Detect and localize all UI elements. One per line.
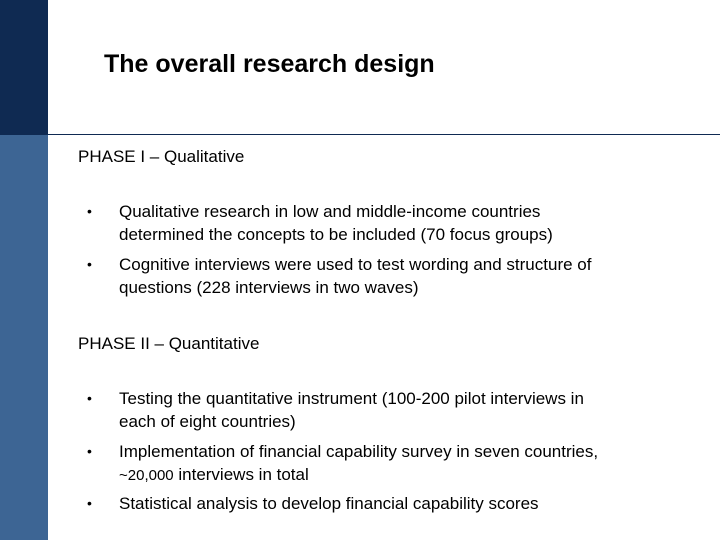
phase-1-heading: PHASE I – Qualitative — [78, 147, 245, 166]
bullet-line — [119, 463, 709, 487]
phase-2-bullet-1 — [119, 387, 709, 433]
bullet-line-rest: interviews in total — [173, 465, 309, 484]
bullet-line-prefix: ~20,000 — [119, 467, 174, 484]
phase-1-bullet-1 — [119, 200, 709, 246]
slide-title: The overall research design — [104, 50, 435, 78]
bullet-marker: • — [87, 390, 92, 406]
bullet-line: Implementation of financial capability survey in seven countries, — [119, 442, 599, 461]
left-accent-bar-light — [0, 135, 48, 540]
bullet-line: Cognitive interviews were used to test wording and structure of — [119, 255, 592, 274]
bullet-marker: • — [87, 203, 92, 219]
phase-2-bullet-2 — [119, 440, 709, 487]
phase-2-heading: PHASE II – Quantitative — [78, 334, 260, 353]
phase-1-bullet-2 — [119, 253, 709, 299]
bullet-line: Statistical analysis to develop financial capability scores — [119, 494, 539, 513]
phase-2-bullet-3 — [119, 492, 709, 515]
title-divider-line — [48, 134, 720, 135]
bullet-marker: • — [87, 443, 92, 459]
bullet-marker: • — [87, 495, 92, 511]
bullet-line: Qualitative research in low and middle-income countries — [119, 202, 541, 221]
bullet-line: determined the concepts to be included (70 focus groups) — [119, 225, 553, 244]
bullet-line: questions (228 interviews in two waves) — [119, 278, 419, 297]
bullet-line: each of eight countries) — [119, 412, 296, 431]
bullet-marker: • — [87, 256, 92, 272]
left-accent-bar-dark — [0, 0, 48, 135]
bullet-line: Testing the quantitative instrument (100-200 pilot interviews in — [119, 389, 584, 408]
